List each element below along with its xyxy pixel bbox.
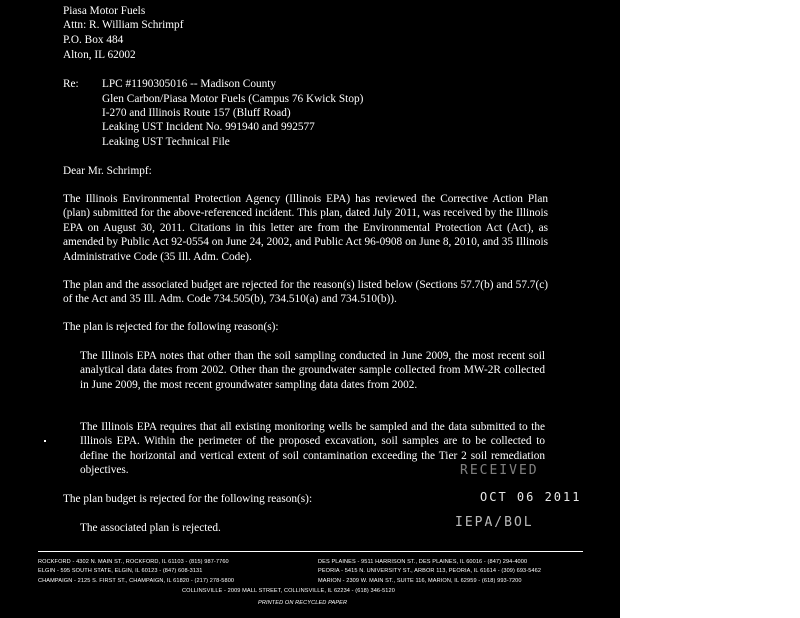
footer-office-peoria: PEORIA - 5415 N. UNIVERSITY ST., ARBOR 113, PEORIA, IL 61614 - (309) 693-5462 bbox=[318, 568, 542, 574]
scan-speck bbox=[44, 440, 46, 442]
re-line: Leaking UST Technical File bbox=[102, 136, 230, 148]
paragraph-budget-reasons-heading: The plan budget is rejected for the following reason(s): bbox=[63, 493, 313, 505]
paragraph-reason-monitoring-wells: The Illinois EPA requires that all existing monitoring wells be sampled and the data submitted to the Illinois EPA. Within the perimeter of the proposed excavation, soil samples are to be collected to define the horizontal and vertical extent of soil contamination exceeding the Tier 2 soil remediation objectives. bbox=[80, 421, 545, 477]
footer-office-elgin: ELGIN - 595 SOUTH STATE, ELGIN, IL 60123 - (847) 608-3131 bbox=[38, 568, 203, 574]
salutation: Dear Mr. Schrimpf: bbox=[63, 165, 152, 177]
footer-office-rockford: ROCKFORD - 4302 N. MAIN ST., ROCKFORD, IL 61103 - (815) 987-7760 bbox=[38, 559, 229, 565]
paragraph-budget-reason: The associated plan is rejected. bbox=[80, 522, 221, 534]
recipient-name: Piasa Motor Fuels bbox=[63, 5, 146, 17]
received-stamp-office: IEPA/BOL bbox=[455, 515, 534, 530]
paragraph-reason-sampling-data: The Illinois EPA notes that other than the soil sampling conducted in June 2009, the most recent soil analytical data dates from 2002. Other than the groundwater sample collected from MW-2R collected in June 2009, the most recent groundwater sampling data dates from 2002. bbox=[80, 350, 545, 391]
paragraph-review: The Illinois Environmental Protection Agency (Illinois EPA) has reviewed the Corrective Action Plan (plan) submitted for the above-referenced incident. This plan, dated July 2011, was received by the Illinois EPA on August 30, 2011. Citations in this letter are from the Environmental Protection Act (Act), as amended by Public Act 92-0554 on June 24, 2002, and Public Act 96-0908 on June 8, 2010, and 35 Illinois Administrative Code (35 Ill. Adm. Code). bbox=[63, 193, 548, 263]
recipient-city: Alton, IL 62002 bbox=[63, 49, 136, 61]
re-line: I-270 and Illinois Route 157 (Bluff Road) bbox=[102, 107, 291, 119]
footer-office-marion: MARION - 2309 W. MAIN ST., SUITE 116, MARION, IL 62959 - (618) 993-7200 bbox=[318, 578, 522, 584]
footer-divider bbox=[38, 551, 583, 552]
recipient-po-box: P.O. Box 484 bbox=[63, 34, 124, 46]
paragraph-rejection-summary: The plan and the associated budget are rejected for the reason(s) listed below (Sections 57.7(b) and 57.7(c) of the Act and 35 Ill. Adm. Code 734.505(b), 734.510(a) and 734.510(b)). bbox=[63, 279, 548, 306]
received-stamp-date: OCT 06 2011 bbox=[480, 490, 582, 504]
footer-office-desplaines: DES PLAINES - 9511 HARRISON ST., DES PLAINES, IL 60016 - (847) 294-4000 bbox=[318, 559, 528, 565]
re-line: LPC #1190305016 -- Madison County bbox=[102, 78, 277, 90]
footer-office-champaign: CHAMPAIGN - 2125 S. FIRST ST., CHAMPAIGN, IL 61820 - (217) 278-5800 bbox=[38, 578, 235, 584]
recipient-attention: Attn: R. William Schrimpf bbox=[63, 19, 184, 31]
re-line: Leaking UST Incident No. 991940 and 992577 bbox=[102, 121, 315, 133]
paragraph-plan-reasons-heading: The plan is rejected for the following reason(s): bbox=[63, 321, 279, 333]
received-stamp: RECEIVED bbox=[460, 463, 539, 478]
re-line: Glen Carbon/Piasa Motor Fuels (Campus 76 Kwick Stop) bbox=[102, 93, 364, 105]
footer-office-collinsville: COLLINSVILLE - 2009 MALL STREET, COLLINSVILLE, IL 62234 - (618) 346-5120 bbox=[182, 588, 395, 594]
re-label: Re: bbox=[63, 78, 79, 90]
footer-recycled-note: PRINTED ON RECYCLED PAPER bbox=[258, 600, 348, 606]
